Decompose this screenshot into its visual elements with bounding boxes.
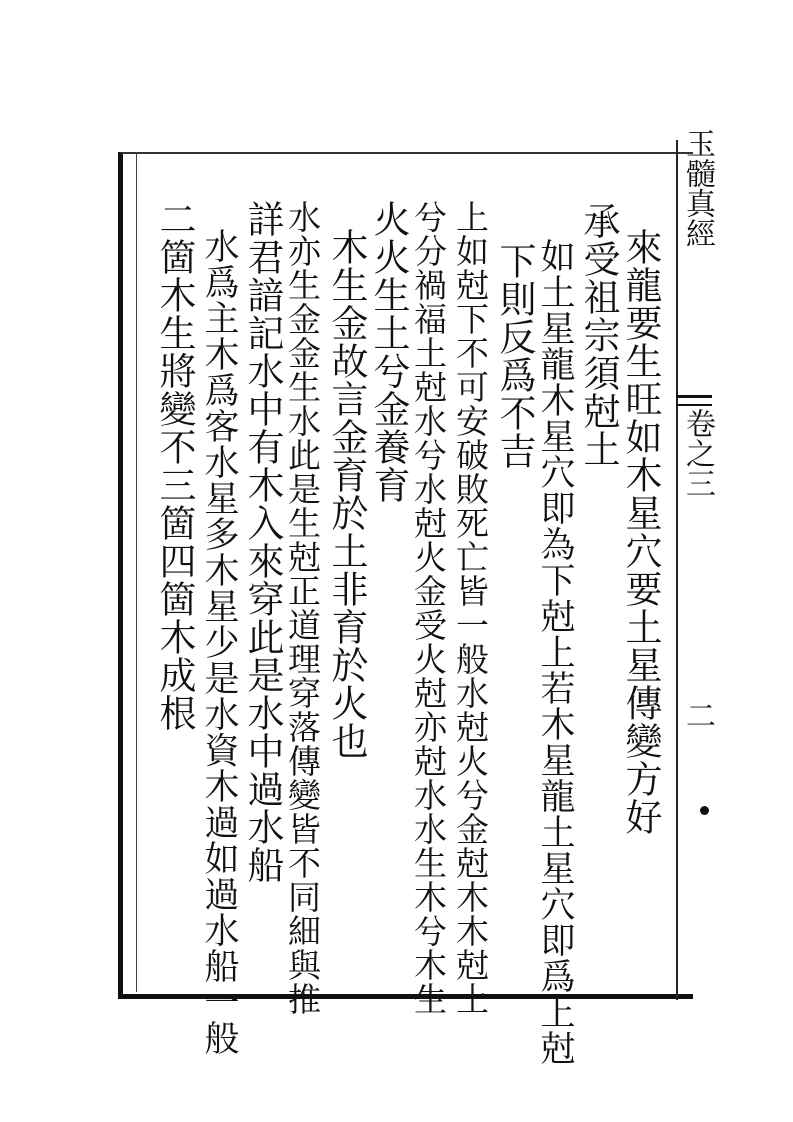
text-column-7: 火火生土兮金養育 xyxy=(367,200,410,504)
volume-label: 卷之三 xyxy=(680,408,715,498)
text-column-5: 上如尅下不可安破敗死亡皆一般水尅火兮金尅木木尅土 xyxy=(451,200,490,1016)
text-column-6: 兮分禍福土尅水兮水尅火金受火尅亦尅水水生木兮木生 xyxy=(409,200,448,1016)
text-column-1: 來龍要生旺如木星穴要土星傳變方好 xyxy=(619,228,662,836)
text-column-9: 水亦生金金生水此是生尅正道理穿落傳變皆不同細與推 xyxy=(283,200,322,1016)
fishtail-mark xyxy=(676,395,712,406)
text-column-11: 水爲主木爲客水星多木星少是水資木過如過水船一般 xyxy=(199,228,239,1056)
text-column-3: 如土星龍木星穴即為下尅上若木星龍土星穴即爲上尅 xyxy=(535,238,575,1066)
book-title: 玉髓真經 xyxy=(680,128,715,248)
page-dot-mark xyxy=(700,806,709,815)
text-column-4: 下則反爲不吉 xyxy=(493,242,536,470)
text-column-2: 承受祖宗須尅土 xyxy=(577,202,620,468)
center-fold-margin xyxy=(676,140,720,1000)
page-number: 二 xyxy=(680,700,715,730)
text-column-10: 詳君諳記水中有木入來穿此是水中過水船 xyxy=(241,200,284,884)
text-column-8: 木生金故言金育於土非育於火也 xyxy=(325,228,368,760)
text-column-12: 二箇木生將變不三箇四箇木成根 xyxy=(153,200,196,732)
inner-border-rule xyxy=(136,152,137,992)
